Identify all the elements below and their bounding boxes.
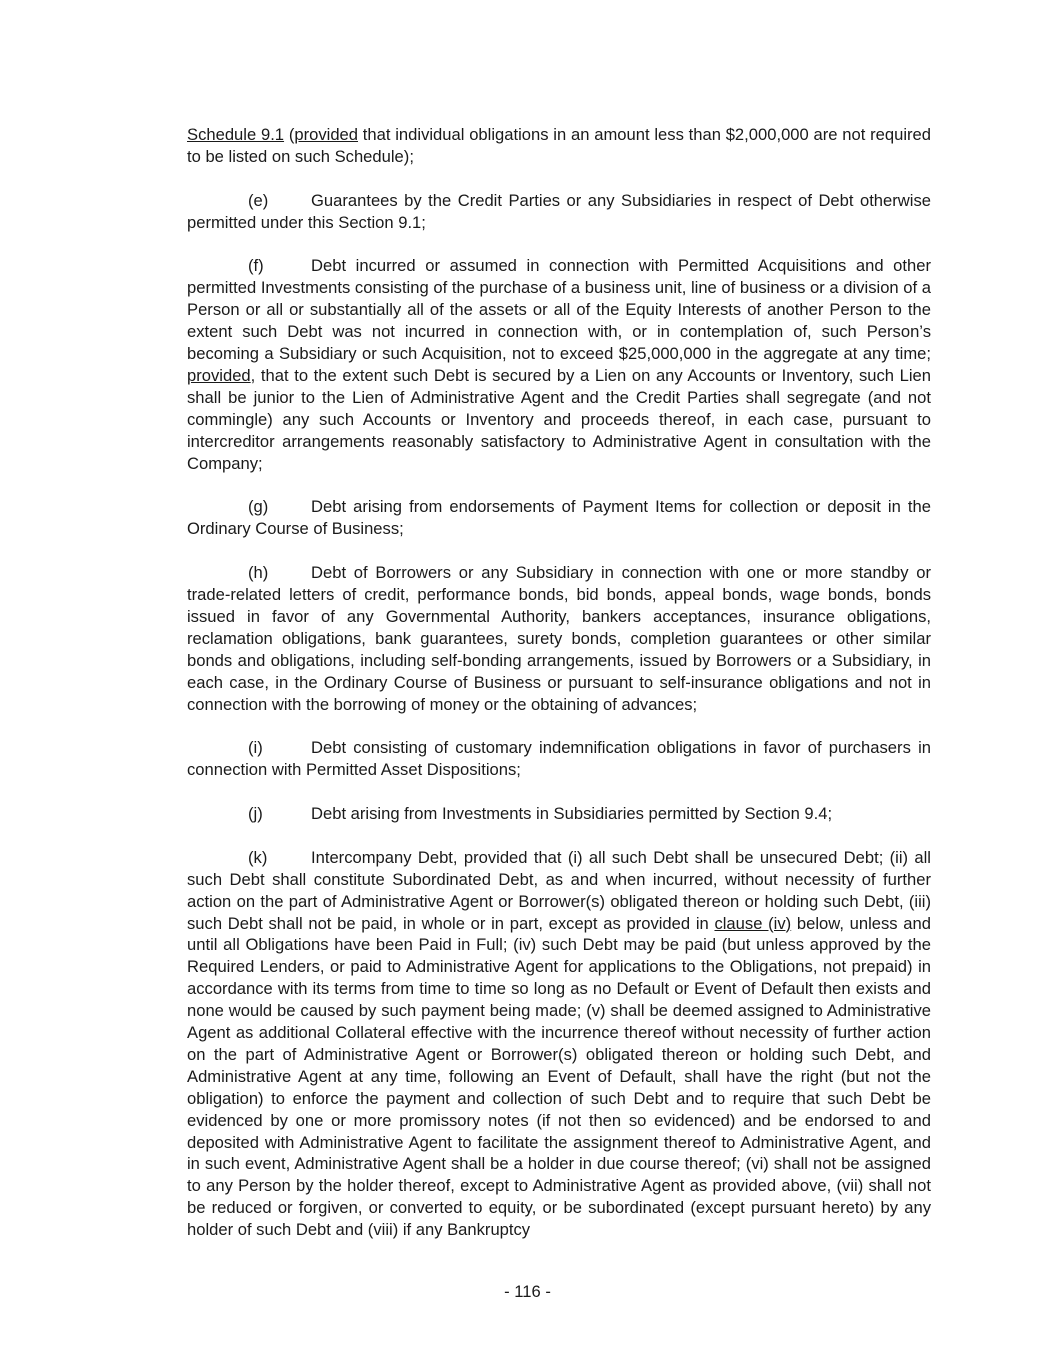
clause-e: (e) Guarantees by the Credit Parties or any Subsidiaries in respect of Debt otherwise permitted under this Section 9.1; [187,190,931,232]
clause-label: (g) [248,497,269,517]
clause-i: (i) Debt consisting of customary indemnification obligations in favor of purchasers in connection with Permitted Asset Dispositions; [187,738,931,780]
clause-h: (h) Debt of Borrowers or any Subsidiary in connection with one or more standby or trade-related letters of credit, performance bonds, bid bonds, appeal bonds, wage bonds, bonds issued in favor of any Governmental Authority, bankers acceptances, insurance obligations, reclamation obligations, bank guarantees, surety bonds, completion guarantees or other similar bonds and obligations, including self-bonding arrangements, issued by Borrowers or a Subsidiary, in each case, in the Ordinary Course of Business or pursuant to self-insurance obligations and not in connection with the borrowing of money or the obtaining of advances; [187,563,931,714]
clause-reference: clause (iv) [714,913,792,933]
clause-label: (h) [248,563,269,583]
clause-label: (f) [248,256,264,276]
clause-label: (j) [248,804,263,823]
provided-term: provided [187,365,251,385]
schedule-reference: Schedule 9.1 [187,125,285,144]
clause-g: (g) Debt arising from endorsements of Payment Items for collection or deposit in the Ordinary Course of Business; [187,497,931,539]
clause-label: (e) [248,190,269,210]
intro-paragraph: Schedule 9.1 (provided that individual obligations in an amount less than $2,000,000 are not required to be listed on such Schedule); [187,125,932,166]
provided-term: provided [294,125,359,144]
clause-k: (k) Intercompany Debt, provided that (i) all such Debt shall be unsecured Debt; (ii) all such Debt shall constitute Subordinated Debt, as and when incurred, without necessity of further action on the part of Administrative Agent or Borrower(s) obligated thereon or holding such Debt, (iii) such Debt shall not be paid, in whole or in part, except as provided in clause (iv) below, unless and until all Obligations have been Paid in Full; (iv) such Debt may be paid (but unless approved by the Required Lenders, or paid to Administrative Agent for applications to the Obligations, not prepaid) in accordance with its terms from time to time so long as no Default or Event of Default then exists and none would be caused by such payment being made; (v) shall be deemed assigned to Administrative Agent as additional Collateral effective with the incurrence thereof without necessity of further action on the part of Administrative Agent or Borrower(s) obligated thereon or holding such Debt, and Administrative Agent at any time, following an Event of Default, shall have the right (but not the obligation) to enforce the payment and collection of such Debt and to require that such Debt be evidenced by one or more promissory notes (if not then so evidenced) and be endorsed to and deposited with Administrative Agent to facilitate the assignment thereof to Administrative Agent, and in such event, Administrative Agent shall be a holder in due course thereof; (vi) shall not be assigned to any Person by the holder thereof, except to Administrative Agent as provided above, (vii) shall not be reduced or forgiven, or converted to equity, or be subordinated (except pursuant hereto) by any holder of such Debt and (viii) if any Bankruptcy [187,847,931,1240]
page-number: - 116 - [504,1282,551,1301]
clause-label: (i) [248,738,263,758]
clause-label: (k) [248,847,268,867]
clause-f: (f) Debt incurred or assumed in connection with Permitted Acquisitions and other permitted Investments consisting of the purchase of a business unit, line of business or a division of a Person or all or substantially all of the assets or all of the Equity Interests of another Person to the extent such Debt was not incurred in connection with, or in contemplation of, such Person’s becoming a Subsidiary or such Acquisition, not to exceed $25,000,000 in the aggregate at any time; provided, that to the extent such Debt is secured by a Lien on any Accounts or Inventory, such Lien shall be junior to the Lien of Administrative Agent and the Credit Parties shall segregate (and not commingle) any such Accounts or Inventory and proceeds thereof, in each case, pursuant to intercreditor arrangements reasonably satisfactory to Administrative Agent in consultation with the Company; [187,256,931,473]
document-page [187,124,931,1263]
clause-j: (j) Debt arising from Investments in Subsidiaries permitted by Section 9.4; [248,804,833,823]
